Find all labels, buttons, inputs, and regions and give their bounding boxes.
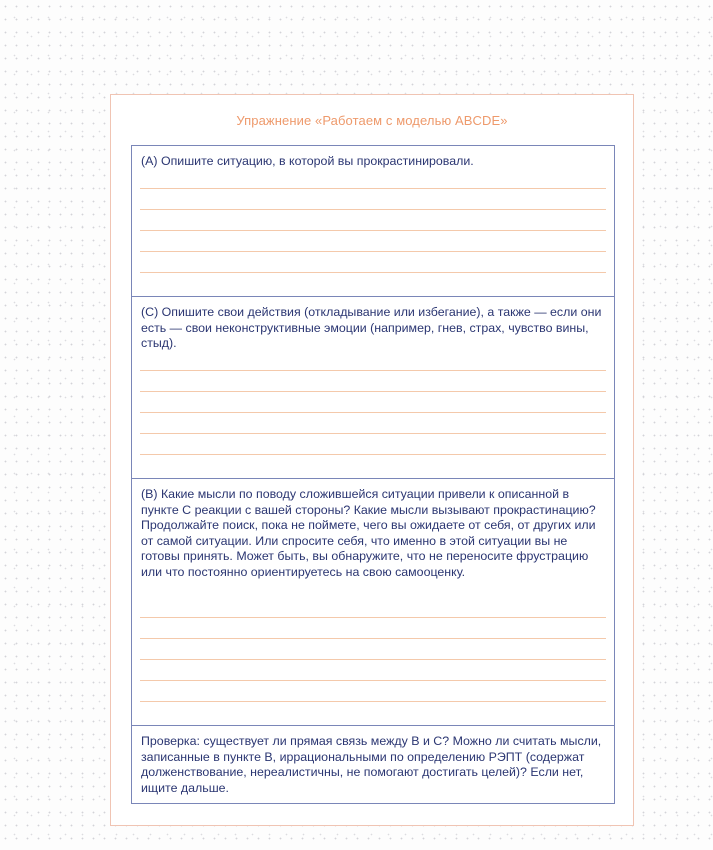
writing-line (140, 680, 606, 681)
writing-line (140, 188, 606, 189)
section-b (132, 479, 614, 726)
writing-line (140, 251, 606, 252)
section-c-prompt: (С) Опишите свои действия (откладывание или избегание), а также — если они есть — свои неконструктивные эмоции (например, гнев, страх, чувство вины, стыд). (141, 305, 602, 351)
writing-line (140, 230, 606, 231)
abcde-table (131, 145, 615, 804)
writing-line (140, 272, 606, 273)
section-check (132, 726, 614, 803)
section-a-prompt: (А) Опишите ситуацию, в которой вы прокрастинировали. (141, 154, 474, 168)
section-a-writing-lines[interactable] (140, 188, 606, 293)
writing-line (140, 391, 606, 392)
writing-line (140, 617, 606, 618)
worksheet-frame (110, 94, 634, 826)
writing-line (140, 370, 606, 371)
writing-line (140, 433, 606, 434)
section-a (132, 146, 614, 297)
writing-line (140, 701, 606, 702)
section-b-prompt: (В) Какие мысли по поводу сложившейся ситуации привели к описанной в пункте С реакции с вашей стороны? Какие мысли вызывают прокрастинацию? Продолжайте поиск, пока не поймете, чего вы ожидаете от себя, от других или от самой ситуации. Или спросите себя, что именно в этой ситуации вы не готовы принять. Может быть, вы обнаружите, что не переносите фрустрацию или что постоянно ориентируетесь на свою самооценку. (141, 487, 596, 579)
writing-line (140, 659, 606, 660)
writing-line (140, 412, 606, 413)
writing-line (140, 638, 606, 639)
exercise-title: Упражнение «Работаем с моделью ABCDE» (236, 113, 508, 128)
writing-line (140, 454, 606, 455)
section-c-writing-lines[interactable] (140, 370, 606, 475)
writing-line (140, 209, 606, 210)
section-c (132, 297, 614, 479)
section-check-prompt: Проверка: существует ли прямая связь между В и С? Можно ли считать мысли, записанные в пункте В, иррациональными по определению РЭПТ (содержат долженствование, нереалистичны, не помогают достигать целей)? Если нет, ищите дальше. (141, 734, 602, 795)
section-b-writing-lines[interactable] (140, 617, 606, 722)
